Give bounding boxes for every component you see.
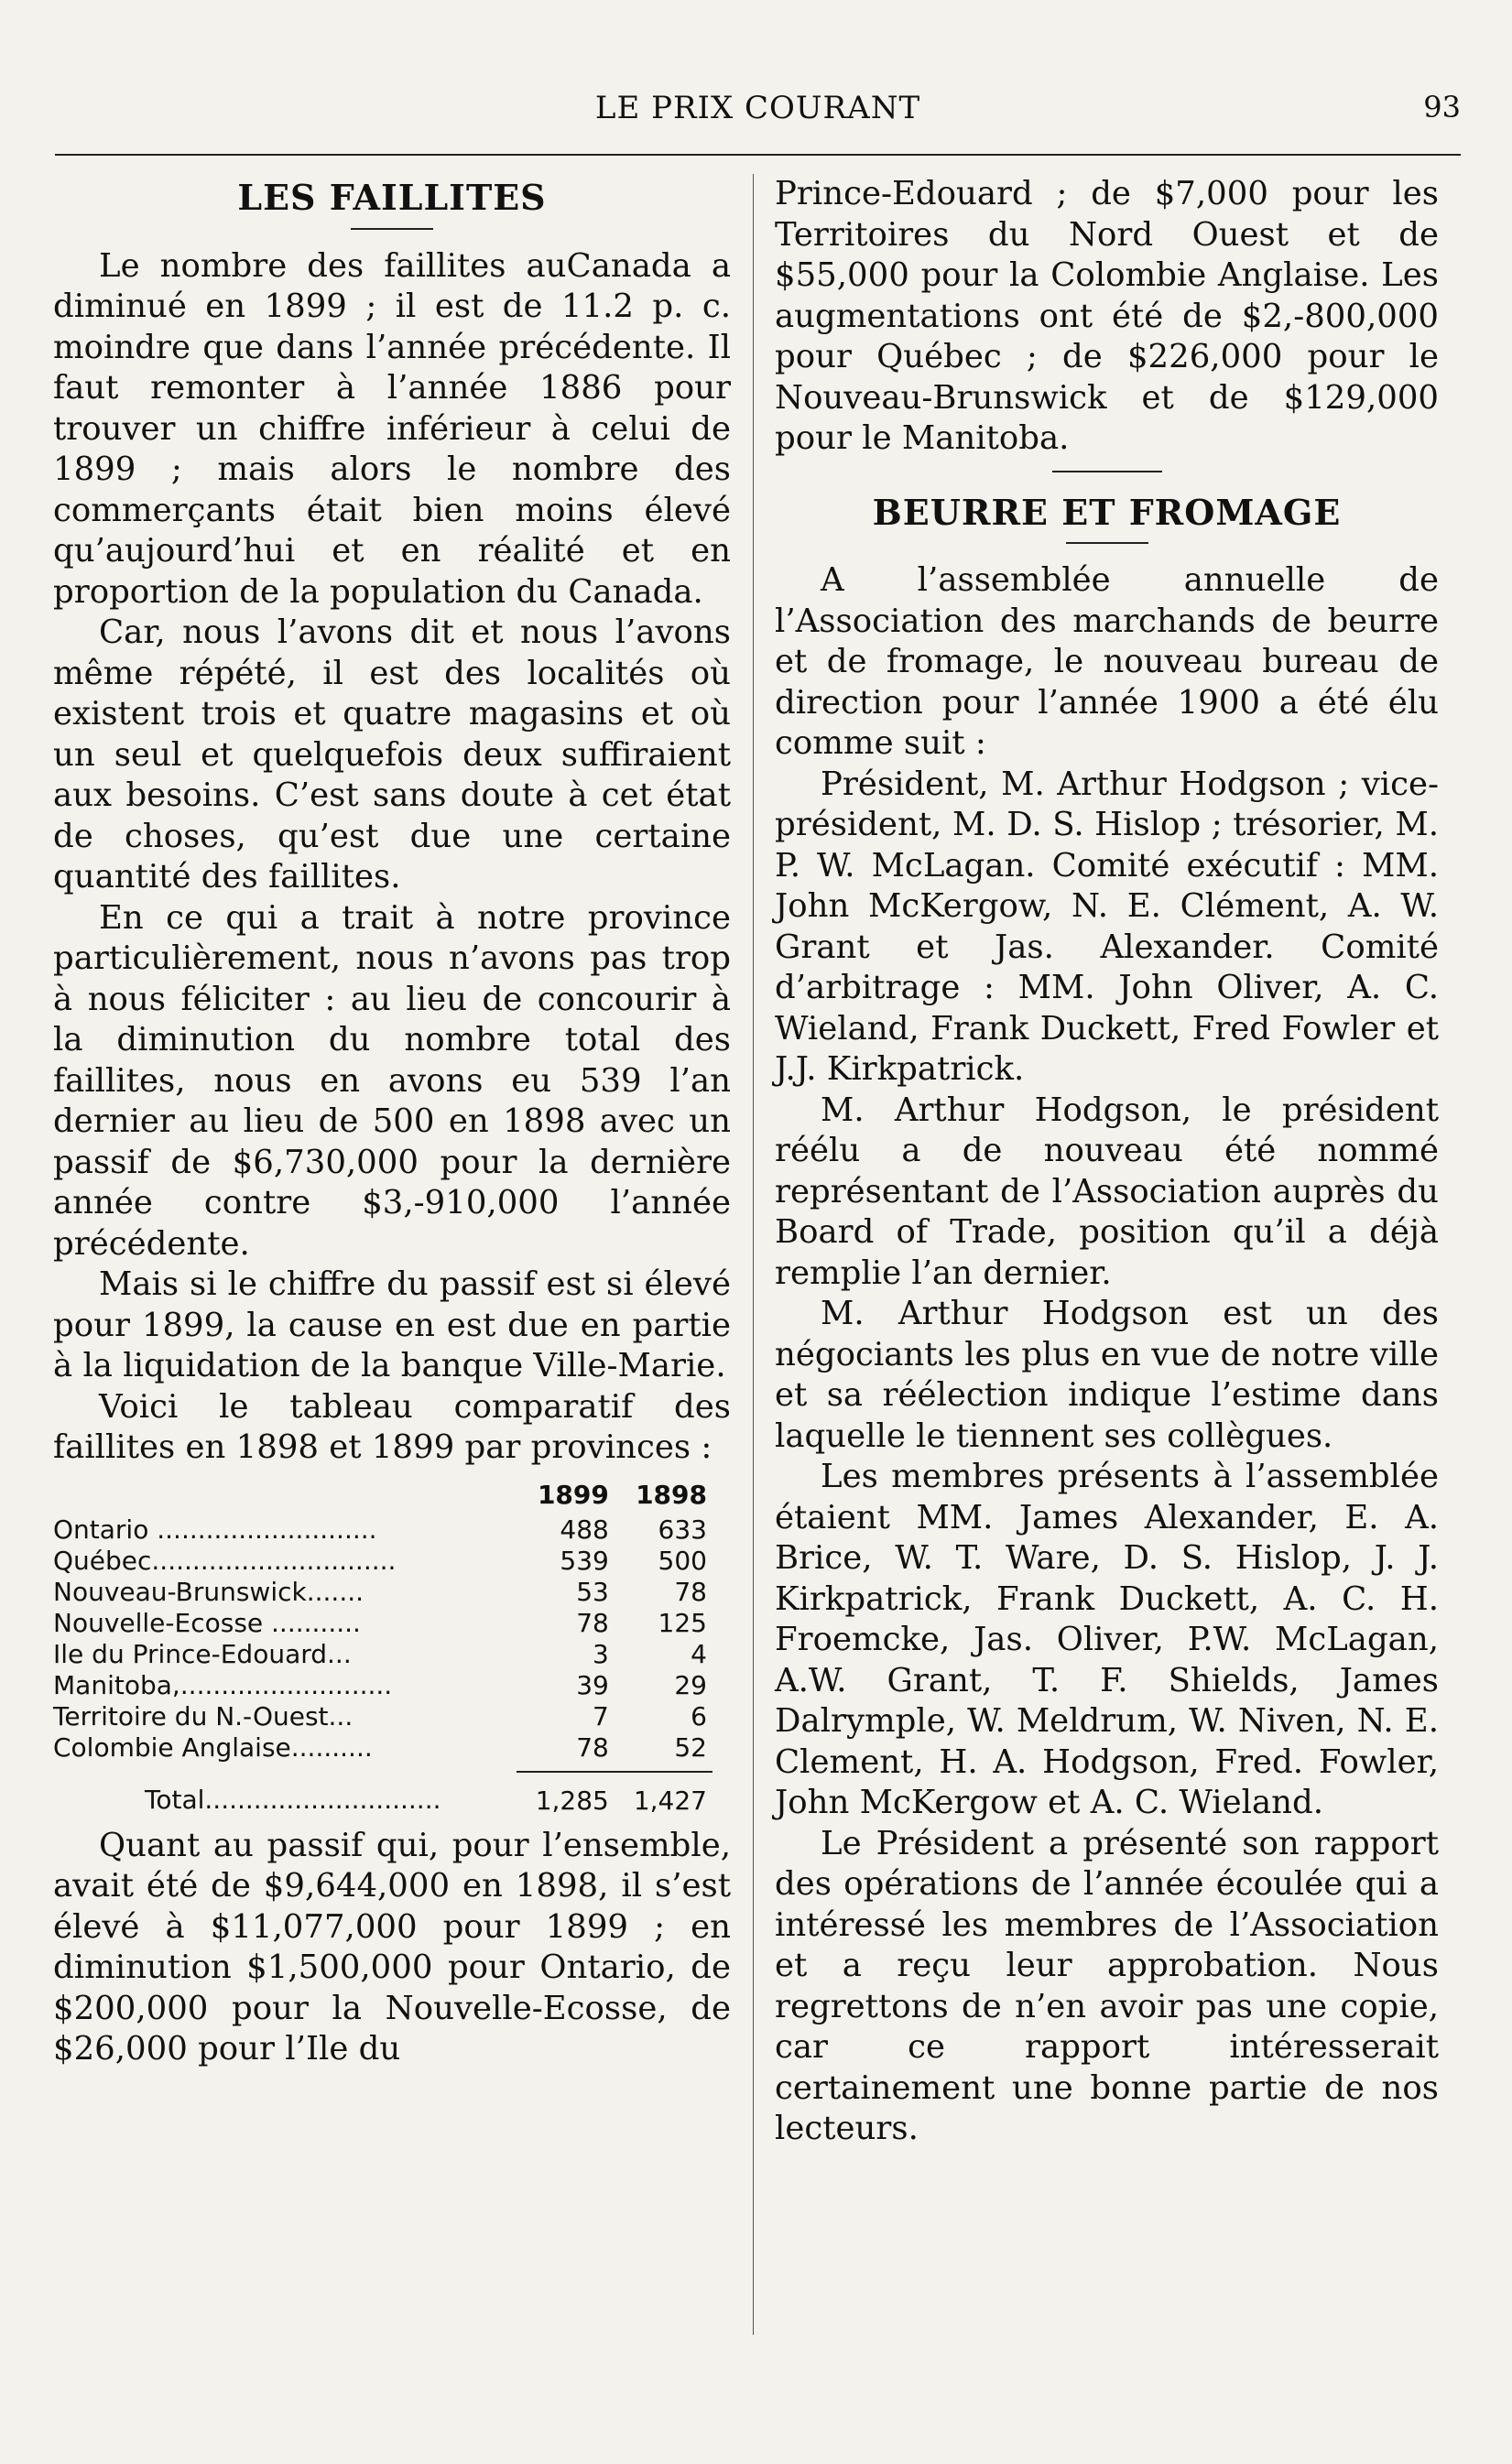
article-heading-beurre: BEURRE ET FROMAGE xyxy=(872,491,1342,533)
paragraph: En ce qui a trait à notre province particulièrement, nous n’avons pas trop à nous féliciter : au lieu de concourir à la diminution du nombre total des faillites, nous en avons eu 539 l’an dernier au lieu de 500 en 1898 avec un passif de $6,730,000 pour la dernière année contre $3,-910,000 l’année précédente. xyxy=(53,898,731,1263)
table-row xyxy=(53,1701,712,1732)
column-header-1898: 1898 xyxy=(636,1479,707,1510)
table-header-row xyxy=(53,1480,712,1514)
value-1899-cell: 3 xyxy=(593,1638,609,1669)
paragraph: Le nombre des faillites auCanada a diminué en 1899 ; il est de 11.2 p. c. moindre que dans l’année précédente. Il faut remonter à l’année 1886 pour trouver un chiffre inférieur à celui de 1899 ; mais alors le nombre des commerçants était bien moins élevé qu’aujourd’hui et en réalité et en proportion de la population du Canada. xyxy=(53,246,731,611)
value-1898-cell: 500 xyxy=(658,1545,707,1576)
value-1898-cell: 6 xyxy=(691,1700,707,1731)
page-header xyxy=(55,81,1461,136)
value-1899-cell: 539 xyxy=(560,1545,609,1576)
paragraph: Voici le tableau comparatif des faillites en 1898 et 1899 par provinces : xyxy=(53,1387,731,1466)
value-1899-cell: 78 xyxy=(576,1607,609,1638)
table-row xyxy=(53,1577,712,1608)
column-header-1899: 1899 xyxy=(537,1479,609,1510)
total-label: Total............................. xyxy=(145,1785,441,1815)
province-cell: Ile du Prince-Edouard... xyxy=(53,1638,352,1669)
paragraph: Mais si le chiffre du passif est si élevé pour 1899, la cause en est due en partie à la liquidation de la banque Ville-Marie. xyxy=(53,1265,731,1384)
value-1898-cell: 633 xyxy=(658,1514,707,1545)
paragraph: M. Arthur Hodgson est un des négociants les plus en vue de notre ville et sa réélection indique l’estime dans laquelle le tiennent ses collègues. xyxy=(775,1295,1439,1455)
paragraph-continued: Prince-Edouard ; de $7,000 pour les Territoires du Nord Ouest et de $55,000 pour la Colombie Anglaise. Les augmentations ont été de $2,-800,000 pour Québec ; de $226,000 pour le Nouveau-Brunswick et de $129,000 pour le Manitoba. xyxy=(775,175,1439,457)
value-1898-cell: 52 xyxy=(674,1731,707,1763)
paragraph: Le Président a présenté son rapport des opérations de l’année écoulée qui a intéressé les membres de l’Association et a reçu leur approbation. Nous regrettons de n’en avoir pas une copie, car ce rapport intéresserait certainement une bonne partie de nos lecteurs. xyxy=(775,1824,1439,2147)
value-1899-cell: 78 xyxy=(576,1731,609,1763)
paragraph: A l’assemblée annuelle de l’Association des marchands de beurre et de fromage, le nouveau bureau de direction pour l’année 1900 a été élu comme suit : xyxy=(775,561,1439,762)
table-row xyxy=(53,1546,712,1577)
value-1898-cell: 29 xyxy=(674,1669,707,1700)
table-row xyxy=(53,1514,712,1546)
header-rule xyxy=(55,154,1461,156)
province-cell: Territoire du N.-Ouest... xyxy=(53,1700,354,1731)
total-1899-cell: 1,285 xyxy=(535,1785,609,1816)
paragraph: M. Arthur Hodgson, le président réélu a de nouveau été nommé représentant de l’Association auprès du Board of Trade, position qu’il a déjà remplie l’an dernier. xyxy=(775,1091,1439,1292)
province-cell: Québec.............................. xyxy=(53,1545,397,1576)
value-1899-cell: 53 xyxy=(576,1576,609,1607)
table-sum-rule xyxy=(53,1764,712,1772)
right-column xyxy=(775,174,1439,2150)
heading-rule xyxy=(1066,542,1148,544)
publication-title: LE PRIX COURANT xyxy=(594,90,921,126)
page-number: 93 xyxy=(1423,90,1461,125)
article-heading-faillites: LES FAILLITES xyxy=(237,177,547,218)
faillites-table xyxy=(53,1480,712,1817)
left-column xyxy=(53,174,731,2070)
province-cell: Nouvelle-Ecosse ........... xyxy=(53,1607,361,1638)
province-cell: Ontario ........................... xyxy=(53,1514,377,1545)
heading-rule xyxy=(351,228,433,230)
province-cell: Manitoba,.......................... xyxy=(53,1669,393,1700)
value-1898-cell: 78 xyxy=(674,1576,707,1607)
province-cell: Colombie Anglaise.......... xyxy=(53,1731,373,1763)
table-row xyxy=(53,1732,712,1764)
value-1898-cell: 4 xyxy=(691,1638,707,1669)
ornamental-rule xyxy=(1052,471,1162,472)
paragraph: Les membres présents à l’assemblée étaient MM. James Alexander, E. A. Brice, W. T. Ware, D. S. Hislop, J. J. Kirkpatrick, Frank Duckett, A. C. H. Froemcke, Jas. Oliver, P.W. McLagan, A.W. Grant, T. F. Shields, James Dalrymple, W. Meldrum, W. Niven, N. E. Clement, H. A. Hodgson, Fred. Fowler, John McKergow et A. C. Wieland. xyxy=(775,1458,1439,1821)
table-row xyxy=(53,1608,712,1639)
province-cell: Nouveau-Brunswick....... xyxy=(53,1576,364,1607)
value-1899-cell: 488 xyxy=(560,1514,609,1545)
value-1898-cell: 125 xyxy=(658,1607,707,1638)
paragraph: Président, M. Arthur Hodgson ; vice-président, M. D. S. Hislop ; trésorier, M. P. W. McLagan. Comité exécutif : MM. John McKergow, N. E. Clément, A. W. Grant et Jas. Alexander. Comité d’arbitrage : MM. John Oliver, A. C. Wieland, Frank Duckett, Fred Fowler et J.J. Kirkpatrick. xyxy=(775,765,1439,1088)
paragraph: Car, nous l’avons dit et nous l’avons même répété, il est des localités où existent trois et quatre magasins et où un seul et quelquefois deux suffiraient aux besoins. C’est sans doute à cet état de choses, qu’est due une certaine quantité des faillites. xyxy=(53,613,731,896)
column-divider xyxy=(753,174,754,2335)
table-row xyxy=(53,1670,712,1701)
total-1898-cell: 1,427 xyxy=(633,1785,707,1816)
value-1899-cell: 7 xyxy=(593,1700,609,1731)
table-total-row xyxy=(53,1772,712,1817)
value-1899-cell: 39 xyxy=(576,1669,609,1700)
table-row xyxy=(53,1639,712,1670)
paragraph: Quant au passif qui, pour l’ensemble, avait été de $9,644,000 en 1898, il s’est élevé à $11,077,000 pour 1899 ; en diminution $1,500,000 pour Ontario, de $200,000 pour la Nouvelle-Ecosse, de $26,000 pour l’Ile du xyxy=(53,1826,731,2068)
